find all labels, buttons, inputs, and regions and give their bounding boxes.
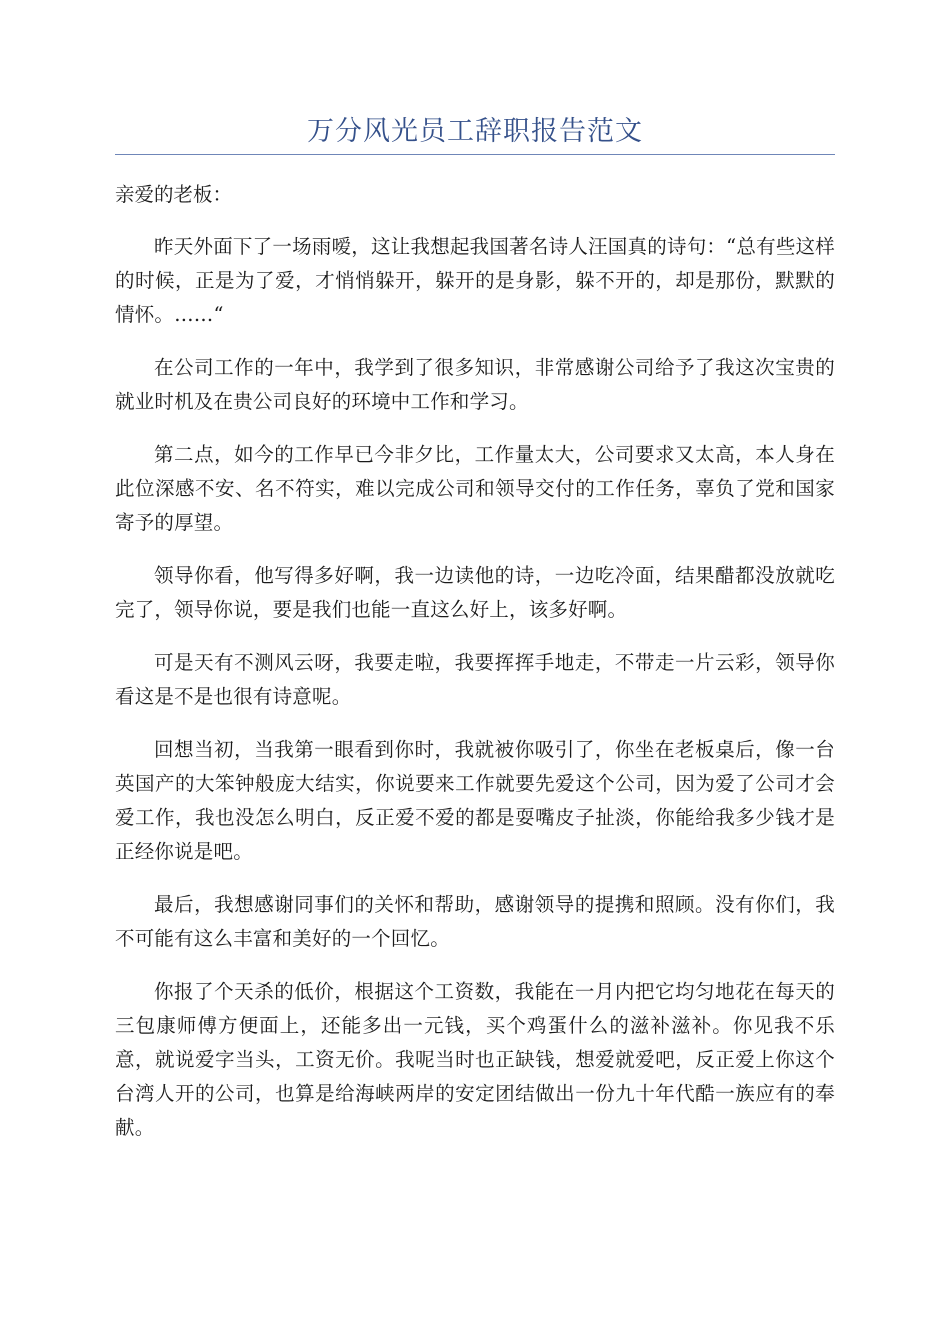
paragraph-4: 领导你看，他写得多好啊，我一边读他的诗，一边吃冷面，结果醋都没放就吃完了，领导你说，要是我们也能一直这么好上，该多好啊。 (115, 564, 835, 621)
document-title: 万分风光员工辞职报告范文 (307, 116, 643, 147)
paragraph-8: 你报了个天杀的低价，根据这个工资数，我能在一月内把它均匀地花在每天的三包康师傅方便面上，还能多出一元钱，买个鸡蛋什么的滋补滋补。你见我不乐意，就说爱字当头，工资无价。我呢当时也正缺钱，想爱就爱吧，反正爱上你这个台湾人开的公司，也算是给海峡两岸的安定团结做出一份九十年代酷一族应有的奉献。 (115, 980, 835, 1139)
paragraph-7: 最后，我想感谢同事们的关怀和帮助，感谢领导的提携和照顾。没有你们，我不可能有这么丰富和美好的一个回忆。 (115, 893, 835, 950)
letter-body (115, 230, 835, 1164)
paragraph-3: 第二点，如今的工作早已今非夕比，工作量太大，公司要求又太高，本人身在此位深感不安、名不符实，难以完成公司和领导交付的工作任务，辜负了党和国家寄予的厚望。 (115, 443, 835, 534)
paragraph-2: 在公司工作的一年中，我学到了很多知识，非常感谢公司给予了我这次宝贵的就业时机及在贵公司良好的环境中工作和学习。 (115, 356, 835, 413)
paragraph-1: 昨天外面下了一场雨嗳，这让我想起我国著名诗人汪国真的诗句：“总有些这样的时候，正是为了爱，才悄悄躲开，躲开的是身影，躲不开的，却是那份，默默的情怀。……“ (115, 235, 835, 326)
paragraph-5: 可是天有不测风云呀，我要走啦，我要挥挥手地走，不带走一片云彩，领导你看这是不是也很有诗意呢。 (115, 651, 835, 708)
title-underline (115, 154, 835, 155)
salutation: 亲爱的老板： (115, 183, 233, 206)
paragraph-6: 回想当初，当我第一眼看到你时，我就被你吸引了，你坐在老板桌后，像一台英国产的大笨钟般庞大结实，你说要来工作就要先爱这个公司，因为爱了公司才会爱工作，我也没怎么明白，反正爱不爱的都是耍嘴皮子扯淡，你能给我多少钱才是正经你说是吧。 (115, 738, 835, 863)
